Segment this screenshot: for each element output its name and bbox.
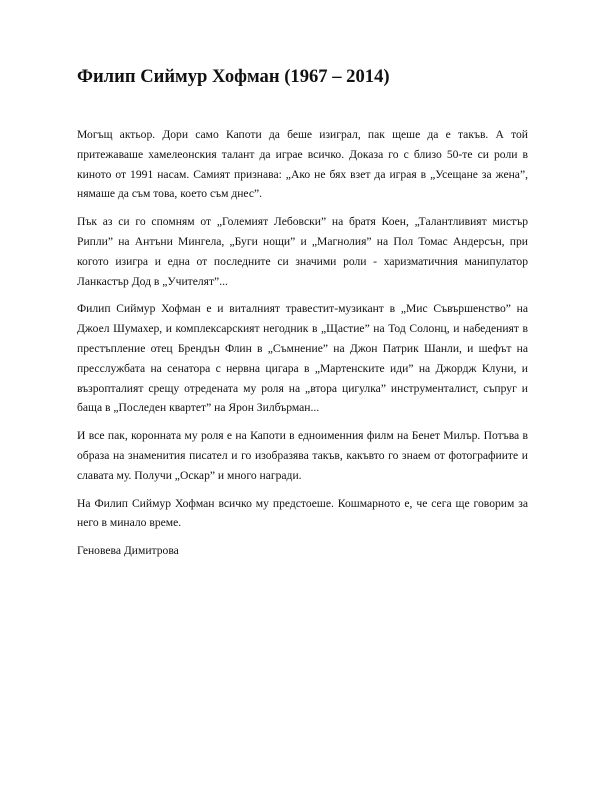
paragraph-3: Филип Сиймур Хофман е и виталният травестит-музикант в „Мис Съвършенство” на Джоел Шумахер, и комплексарският негодник в „Щастие” на Тод Солонц, и набеденият в престъпление отец Брендън Флин в „Съмнение” на Джон Патрик Шанли, и шефът на пресслужбата на сенатора с нервна цигара в „Мартенските иди” на Джордж Клуни, и възропталият срещу отредената му роля на „втора цигулка” инструменталист, съпруг и баща в „Последен квартет” на Ярон Зилбърман... xyxy=(77,302,528,415)
paragraph-1: Могъщ актьор. Дори само Капоти да беше изиграл, пак щеше да е такъв. А той притежаваше хамелеонския талант да играе всичко. Доказа го с близо 50-те си роли в киното от 1991 насам. Самият признава: „Ако не бях взет да играя в „Усещане за жена”, нямаше да съм това, което съм днес”. xyxy=(77,128,528,201)
paragraph-5: На Филип Сиймур Хофман всичко му предстоеше. Кошмарното е, че сега ще говорим за него в минало време. xyxy=(77,496,528,530)
article-body xyxy=(77,125,528,561)
page-title: Филип Сиймур Хофман (1967 – 2014) xyxy=(77,66,390,87)
paragraph-2: Пък аз си го спомням от „Големият Лебовски” на братя Коен, „Талантливият мистър Рипли” на Антъни Мингела, „Буги нощи” и „Магнолия” на Пол Томас Андерсън, при когото изигра и една от последните си значими роли - харизматичния манипулатор Ланкастър Дод в „Учителят”... xyxy=(77,215,528,288)
author-signature: Геновева Димитрова xyxy=(77,544,179,558)
paragraph-4: И все пак, коронната му роля е на Капоти в едноименния филм на Бенет Милър. Потъва в образа на знаменития писател и го изобразява такъв, какъвто го знаем от фотографиите и славата му. Получи „Оскар” и много награди. xyxy=(77,429,528,482)
